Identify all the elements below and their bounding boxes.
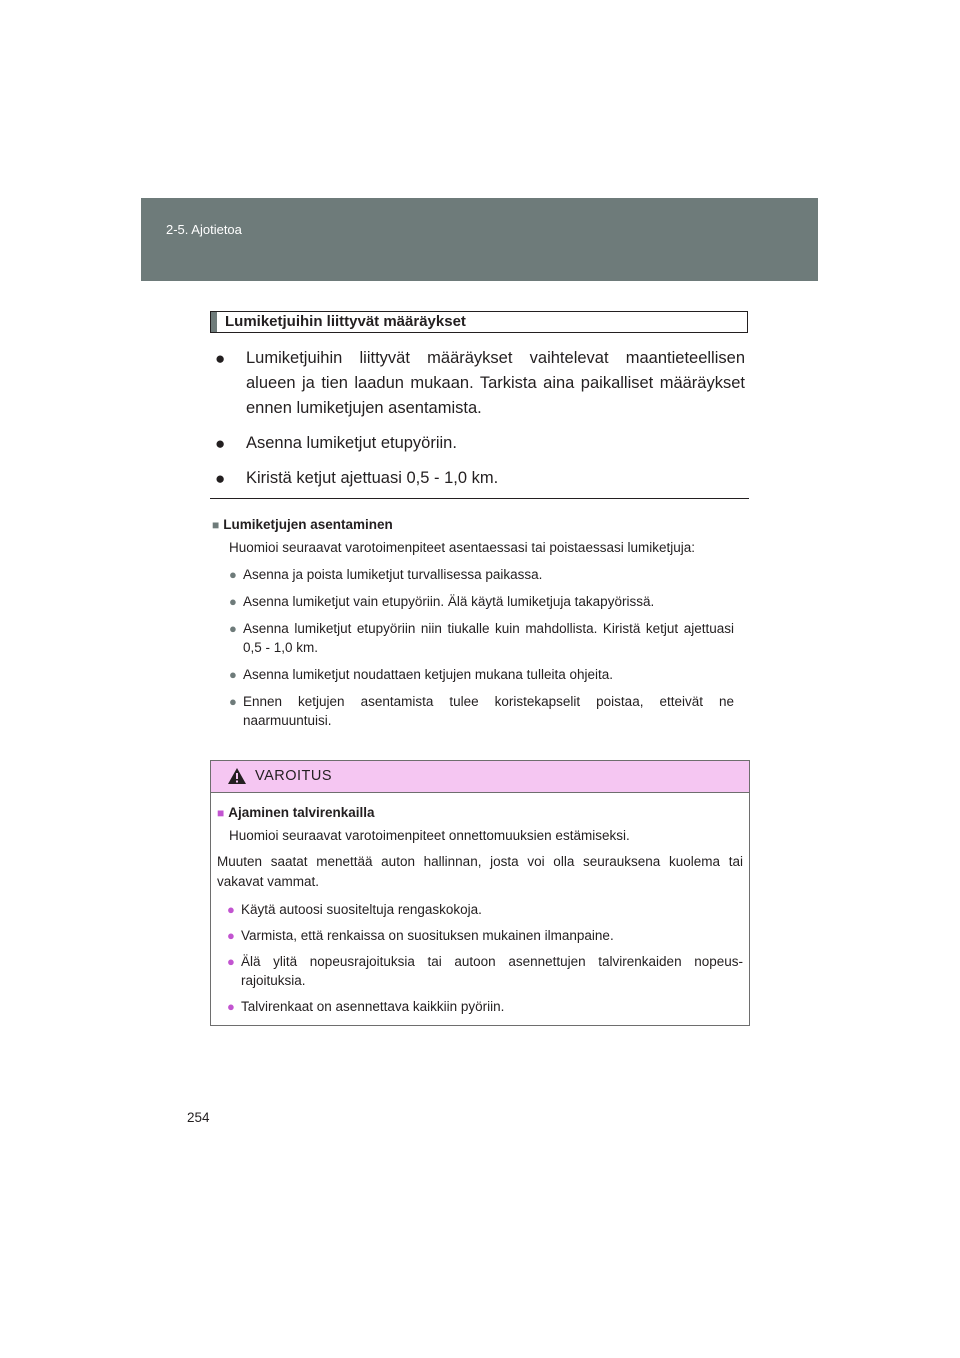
install-section xyxy=(212,517,734,738)
bullet-icon: ● xyxy=(227,928,235,943)
section-label: 2-5. Ajotietoa xyxy=(166,222,242,237)
bullet-icon: ● xyxy=(229,621,237,636)
rules-title-box xyxy=(210,311,748,333)
list-item xyxy=(212,346,745,421)
bullet-icon: ● xyxy=(227,954,235,969)
warning-intro-line2: Muuten saatat menettää auton hallinnan, josta voi olla seurauksena kuolema tai vakavat vammat. xyxy=(217,854,743,889)
warning-box xyxy=(210,760,750,1026)
warning-title: VAROITUS xyxy=(255,768,333,784)
list-item xyxy=(217,997,743,1016)
bullet-icon: ● xyxy=(229,694,237,709)
install-item-text: Asenna lumiketjut vain etupyöriin. Älä käytä lumiketjuja takapyörissä. xyxy=(243,594,655,609)
warning-heading xyxy=(217,805,743,820)
rules-list xyxy=(212,346,745,501)
list-item xyxy=(212,565,734,584)
warning-intro xyxy=(217,826,743,846)
bullet-icon: ● xyxy=(229,594,237,609)
square-bullet-icon: ■ xyxy=(212,518,220,532)
rules-title: Lumiketjuihin liittyvät määräykset xyxy=(225,313,466,330)
install-item-text: Asenna ja poista lumiketjut turvallisessa paikassa. xyxy=(243,567,543,582)
warning-intro-line1: Huomioi seuraavat varotoimenpiteet onnettomuuksien estämiseksi. xyxy=(229,828,630,843)
warning-item-text: Käytä autoosi suositeltuja rengaskokoja. xyxy=(241,902,482,917)
page-number: 254 xyxy=(187,1110,210,1125)
install-item-text: Asenna lumiketjut etupyöriin niin tiukalle kuin mahdollista. Kiristä ketjut ajettuasi 0,5 - 1,0 km. xyxy=(243,621,734,655)
install-heading xyxy=(212,517,734,532)
bullet-icon: ● xyxy=(227,902,235,917)
warning-header xyxy=(211,761,749,793)
square-bullet-icon: ■ xyxy=(217,806,225,820)
rule-text: Kiristä ketjut ajettuasi 0,5 - 1,0 km. xyxy=(246,469,499,487)
list-item xyxy=(217,900,743,919)
warning-item-text: Talvirenkaat on asennettava kaikkiin pyöriin. xyxy=(241,999,505,1014)
list-item xyxy=(212,665,734,684)
warning-triangle-icon xyxy=(227,767,247,785)
warning-item-text: Älä ylitä nopeusrajoituksia tai autoon asennettujen talvirenkaiden nopeus-rajoituksia. xyxy=(241,954,743,988)
list-item xyxy=(212,592,734,611)
header-band xyxy=(141,198,818,281)
install-item-text: Asenna lumiketjut noudattaen ketjujen mukana tulleita ohjeita. xyxy=(243,667,613,682)
bullet-icon: ● xyxy=(215,434,226,453)
bullet-icon: ● xyxy=(215,349,226,368)
bullet-icon: ● xyxy=(215,469,226,488)
section-divider xyxy=(210,498,749,499)
list-item xyxy=(217,952,743,990)
list-item xyxy=(212,619,734,657)
warning-item-text: Varmista, että renkaissa on suosituksen mukainen ilmanpaine. xyxy=(241,928,614,943)
list-item xyxy=(212,431,745,456)
warning-heading-text: Ajaminen talvirenkailla xyxy=(228,805,375,820)
warning-body xyxy=(211,793,749,1016)
install-item-text: Ennen ketjujen asentamista tulee koristekapselit poistaa, etteivät ne naarmuuntuisi. xyxy=(243,694,734,728)
bullet-icon: ● xyxy=(227,999,235,1014)
list-item xyxy=(212,692,734,730)
rule-text: Lumiketjuihin liittyvät määräykset vaihtelevat maantieteellisen alueen ja tien laadun mukaan. Tarkista aina paikalliset määräykset ennen lumiketjujen asentamista. xyxy=(246,349,745,417)
install-heading-text: Lumiketjujen asentaminen xyxy=(223,517,393,532)
title-accent-bar xyxy=(211,312,217,332)
bullet-icon: ● xyxy=(229,567,237,582)
list-item xyxy=(212,466,745,491)
list-item xyxy=(217,926,743,945)
rule-text: Asenna lumiketjut etupyöriin. xyxy=(246,434,457,452)
install-intro: Huomioi seuraavat varotoimenpiteet asentaessasi tai poistaessasi lumiketjuja: xyxy=(229,540,695,555)
bullet-icon: ● xyxy=(229,667,237,682)
